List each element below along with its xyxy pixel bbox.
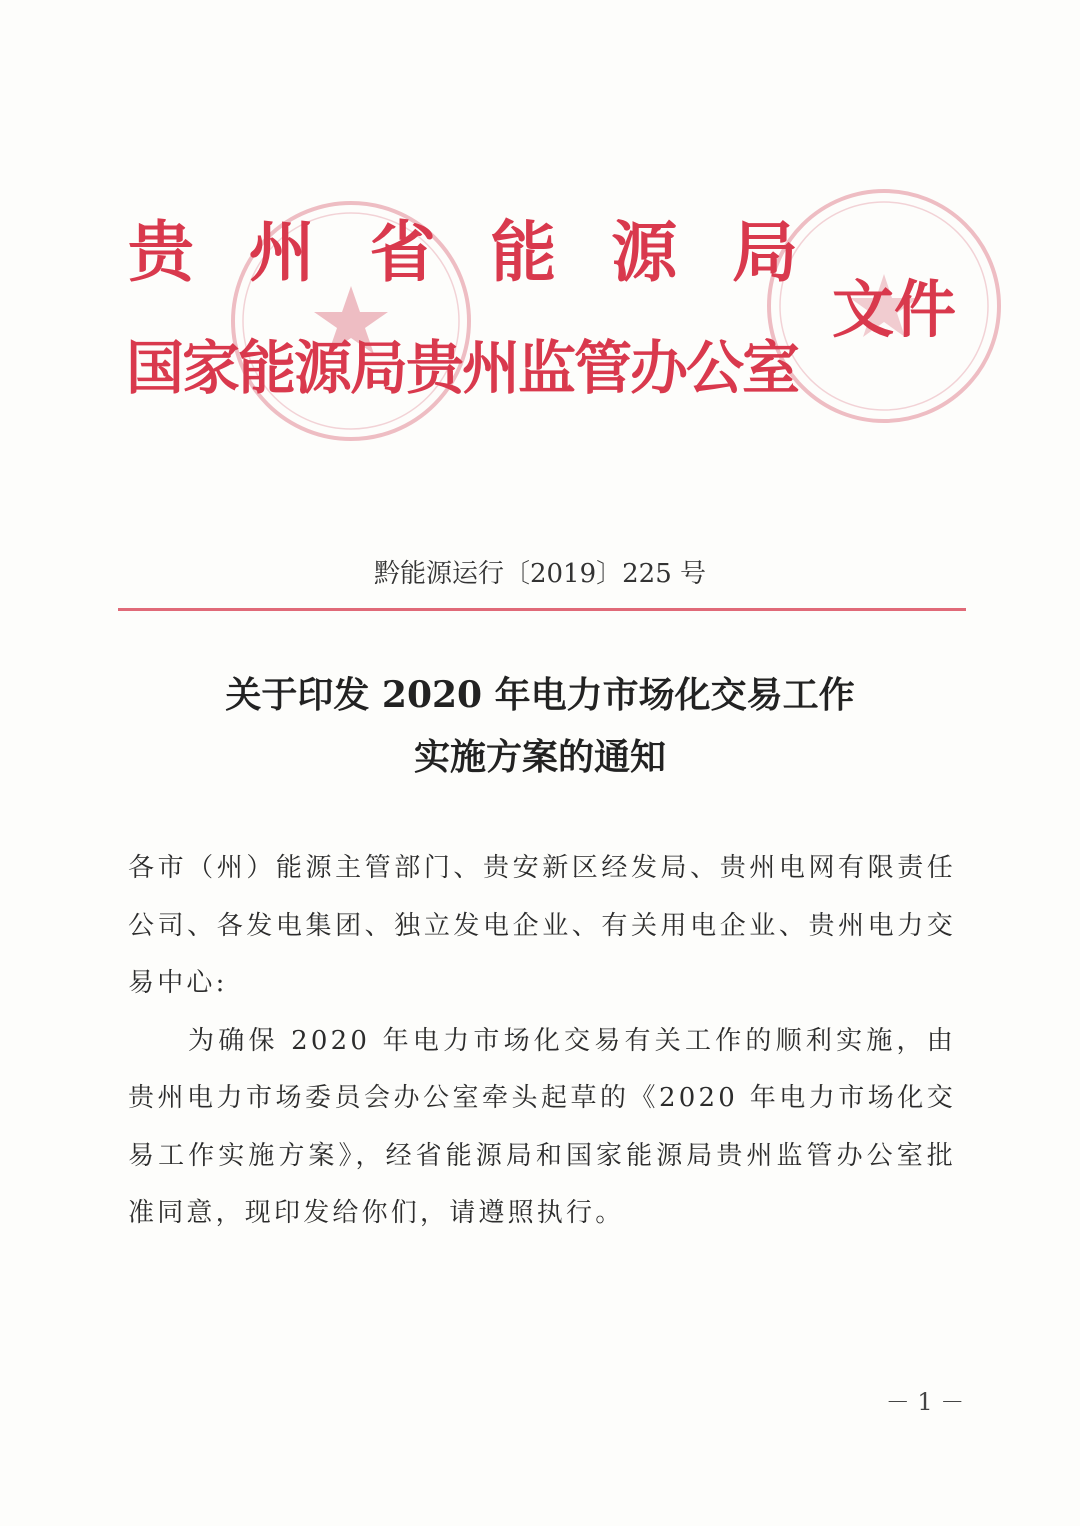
issuer-name-line2: 国家能源局贵州监管办公室 bbox=[126, 334, 799, 402]
addressees: 各市（州）能源主管部门、贵安新区经发局、贵州电网有限责任公司、各发电集团、独立发电企业、有关用电企业、贵州电力交易中心: bbox=[128, 853, 956, 998]
issuer-name-line1 bbox=[128, 212, 798, 292]
document-number: 黔能源运行〔2019〕225 号 bbox=[373, 559, 707, 589]
issuer-char: 贵 bbox=[128, 213, 194, 291]
issuer-char: 州 bbox=[248, 213, 315, 291]
issuer-char: 能 bbox=[490, 213, 557, 291]
issuer-char: 局 bbox=[731, 213, 798, 291]
header-divider bbox=[118, 608, 966, 611]
issuer-char: 省 bbox=[369, 213, 436, 291]
page-number: － 1 － bbox=[885, 1388, 965, 1416]
body-paragraph: 为确保 2020 年电力市场化交易有关工作的顺利实施，由贵州电力市场委员会办公室牵头起草的《2020 年电力市场化交易工作实施方案》，经省能源局和国家能源局贵州监管办公室批准同意，现印发给你们，请遵照执行。 bbox=[128, 1025, 956, 1228]
issuer-char: 源 bbox=[611, 213, 678, 291]
title-line2: 实施方案的通知 bbox=[413, 736, 666, 778]
document-title bbox=[120, 664, 960, 788]
issuer-suffix: 文件 bbox=[832, 273, 957, 346]
title-line1: 关于印发 2020 年电力市场化交易工作 bbox=[225, 674, 855, 716]
document-body bbox=[128, 840, 956, 1243]
